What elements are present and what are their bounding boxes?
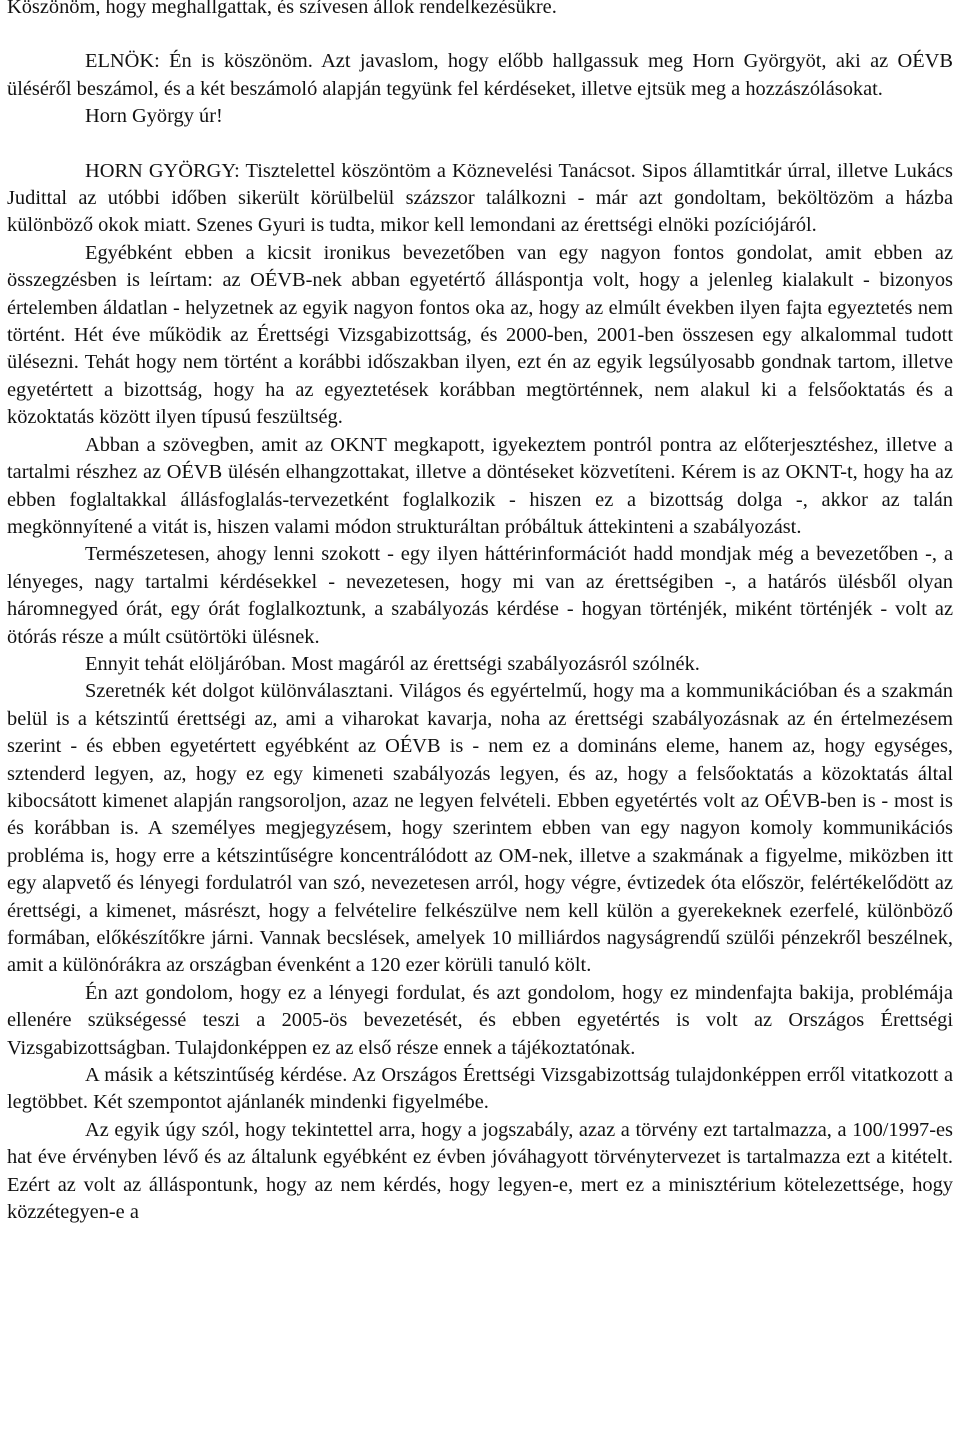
paragraph-legal-aspect: Az egyik úgy szól, hogy tekintettel arra, hogy a jogszabály, azaz a törvény ezt tartalmazza, a 100/1997-es hat éve érvényben lévő és az általunk egyébként ez évben jóváhagyott törvénytervezet is tartalmazza ezt a kitételt. Ezért az volt az álláspontunk, hogy az nem kérdés, hogy legyen-e, mert ez a minisztérium kötelezettsége, hogy közzétegyen-e a [7,1118,953,1224]
paragraph-two-level-question: A másik a kétszintűség kérdése. Az Országos Érettségi Vizsgabizottság tulajdonképpen erről vitatkozott a legtöbbet. Két szempontot ajánlanék mindenki figyelmébe. [7,1064,953,1114]
paragraph-oknt-text: Abban a szövegben, amit az OKNT megkapott, igyekeztem pontról pontra az előterjesztéshez, illetve a tartalmi részhez az OÉVB ülésén elhangzottakat, illetve a döntéseket közvetíteni. Kérem is az OKNT-t, hogy ha az ebben foglaltakkal állásfoglalás-tervezetként foglalkozik - hiszen ez a bizottság dolga -, akkor az talán megkönnyítené a vitát is, hiszen valami módon strukturáltan próbáltuk áttekinteni a szabályozást. [7,433,953,538]
paragraph-horn-address: Horn György úr! [85,105,223,128]
paragraph-ironic-intro: Egyébként ebben a kicsit ironikus bevezetőben van egy nagyon fontos gondolat, amit ebben az összegzésben is leírtam: az OÉVB-nek abban egyetértő álláspontja volt, hogy a jelenleg kialakult - bizonyos értelemben áldatlan - helyzetnek az egyik nagyon fontos oka az, hogy az elmúlt években ilyen fajta egyeztetés nem történt. Hét éve működik az Érettségi Vizsgabizottság, és 2000-ben, 2001-ben összesen egy alkalommal tudott ülésezni. Tehát hogy nem történt a korábbi időszakban ilyen, ezt én az egyik legsúlyosabb gondnak tartom, illetve egyetértett a bizottság, hogy ha az egyeztetések korábban megtörténnek, nem alakul ki a felsőoktatás és a közoktatás között ilyen típusú feszültség. [7,241,953,429]
paragraph-horn-intro: HORN GYÖRGY: Tisztelettel köszöntöm a Köznevelési Tanácsot. Sipos államtitkár úrral, illetve Lukács Judittal az utóbbi időben sikerült körülbelül százszor találkozni - már azt gondoltam, beköltözöm a házba különböző okok miatt. Szenes Gyuri is tudta, mikor kell lemondani az érettségi elnöki pozíciójáról. [7,159,953,237]
paragraph-introduction-end: Ennyit tehát elöljáróban. Most magáról az érettségi szabályozásról szólnék. [85,652,700,675]
paragraph-fundamental-change: Én azt gondolom, hogy ez a lényegi fordulat, és azt gondolom, hogy ez mindenfajta bakija, problémája ellenére szükségessé teszi a 2005-ös bevezetését, és ebben egyetértés is volt az Országos Érettségi Vizsgabizottságban. Tulajdonképpen ez az első része ennek a tájékoztatónak. [7,981,953,1059]
paragraph-closing-remark: Köszönöm, hogy meghallgattak, és szívesen állok rendelkezésükre. [7,0,557,18]
paragraph-chair-remarks: ELNÖK: Én is köszönöm. Azt javaslom, hogy előbb hallgassuk meg Horn Györgyöt, aki az OÉVB üléséről beszámol, és a két beszámoló alapján tegyünk fel kérdéseket, illetve ejtsük meg a hozzászólásokat. [7,50,953,100]
paragraph-background-info: Természetesen, ahogy lenni szokott - egy ilyen háttérinformációt hadd mondjak még a bevezetőben -, a lényeges, nagy tartalmi kérdésekkel - nevezetesen, hogy mi van az érettségiben -, a határós ülésből olyan háromnegyed órát, egy órát foglalkoztunk, a szabályozás kérdése - hogyan történjék, miként történjék - volt az ötórás része a múlt csütörtöki ülésnek. [7,543,953,648]
paragraph-two-things: Szeretnék két dolgot különválasztani. Világos és egyértelmű, hogy ma a kommunikációban és a szakmán belül is a kétszintű érettségi az, ami a viharokat kavarja, noha az érettségi szabályozásnak az én értelmezésem szerint - és ebben egyetértett egyébként az OÉVB is - nem ez a domináns eleme, hanem az, hogy egységes, sztenderd legyen, az, hogy ez egy kimeneti szabályozás legyen, és az, hogy a felsőoktatás a közoktatás által kibocsátott kimenet alapján rangsoroljon, azaz ne legyen felvételi. Ebben egyetértés volt az OÉVB-ben is - most is és korábban is. A személyes megjegyzésem, hogy szerintem ebben van egy nagyon komoly kommunikációs probléma is, hogy erre a kétszintűségre koncentrálódott az OM-nek, illetve a szakmának a figyelme, miközben itt egy alapvető és lényegi fordulatról van szó, nevezetesen arról, hogy végre, évtizedek óta először, felértékelődött az érettségi, a kimenet, másrészt, hogy a felvételire felkészülve nem kell külön a gyerekeknek ezerfelé, különböző formában, előkészítőkre járni. Vannak becslések, amelyek 10 milliárdos nagyságrendű szülői pénzekről beszélnek, amit a különórákra az országban évenként a 120 ezer körüli tanuló költ. [7,680,953,977]
